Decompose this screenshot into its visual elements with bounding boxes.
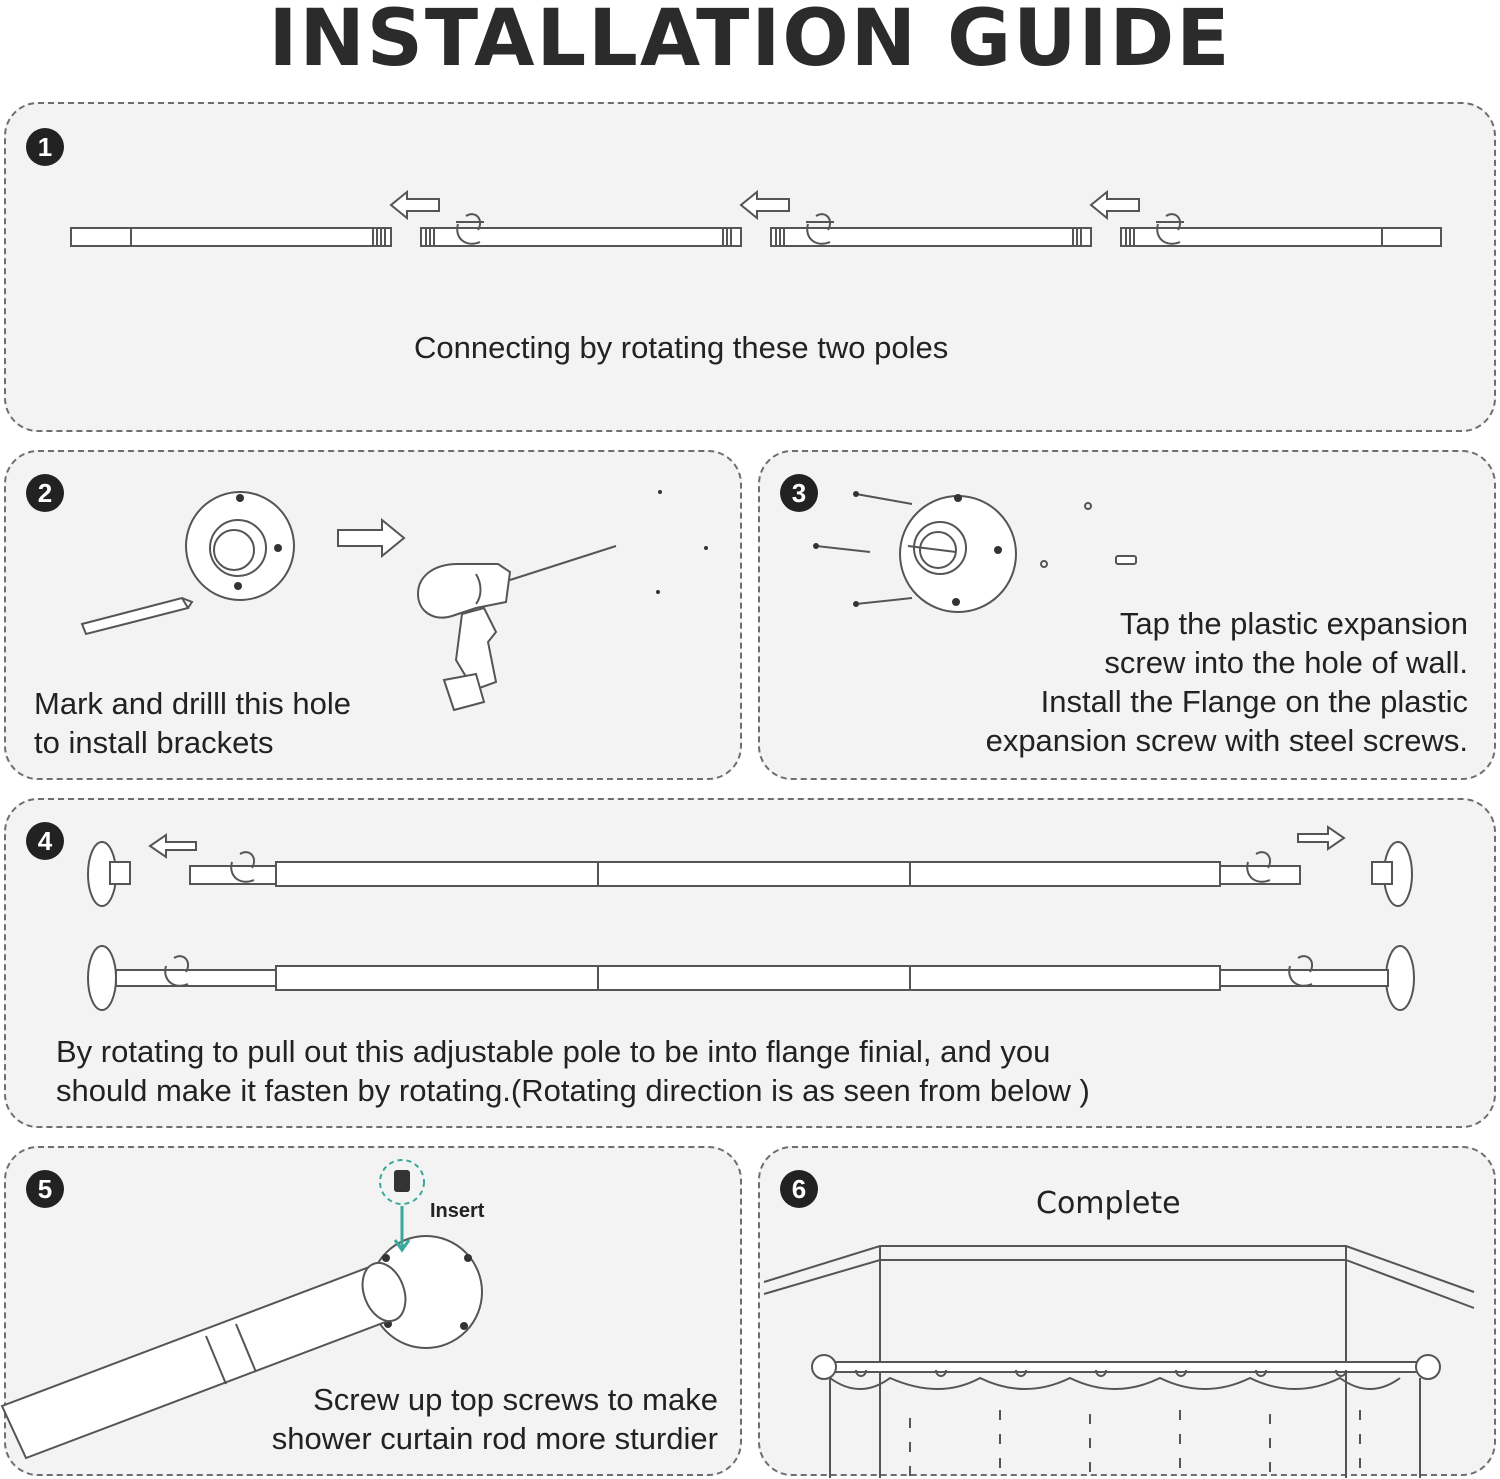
step-4-caption-line2: should make it fasten by rotating.(Rotating direction is as seen from below ) — [56, 1073, 1090, 1108]
step-2-badge: 2 — [26, 474, 64, 512]
step-3-caption-line3: Install the Flange on the plastic — [1040, 684, 1468, 719]
step-3-caption-line2: screw into the hole of wall. — [1104, 645, 1468, 680]
step-2-panel — [4, 450, 742, 780]
step-1-panel — [4, 102, 1496, 432]
step-3-caption-line1: Tap the plastic expansion — [1119, 606, 1468, 641]
step-3-badge: 3 — [780, 474, 818, 512]
step-6-panel — [758, 1146, 1496, 1476]
step-2-caption-line1: Mark and drilll this hole — [34, 686, 352, 721]
step-4-panel — [4, 798, 1496, 1128]
installed-shower-rod-illustration — [760, 1148, 1498, 1478]
step-5-badge: 5 — [26, 1170, 64, 1208]
step-4-caption-line1: By rotating to pull out this adjustable pole to be into flange finial, and you — [56, 1034, 1051, 1069]
step-4-badge: 4 — [26, 822, 64, 860]
step-3-caption-line4: expansion screw with steel screws. — [985, 723, 1468, 758]
page-title: INSTALLATION GUIDE — [268, 0, 1232, 84]
pole-segments-illustration — [6, 104, 1498, 434]
insert-label: Insert — [430, 1200, 485, 1222]
step-3-panel — [758, 450, 1496, 780]
step-1-caption: Connecting by rotating these two poles — [414, 330, 949, 365]
step-1-badge: 1 — [26, 128, 64, 166]
step-2-caption-line2: to install brackets — [34, 725, 274, 760]
step-5-panel — [4, 1146, 742, 1476]
step-5-caption-line1: Screw up top screws to make — [313, 1382, 718, 1417]
step-6-caption: Complete — [1036, 1186, 1181, 1221]
step-5-caption-line2: shower curtain rod more sturdier — [271, 1421, 718, 1456]
step-6-badge: 6 — [780, 1170, 818, 1208]
